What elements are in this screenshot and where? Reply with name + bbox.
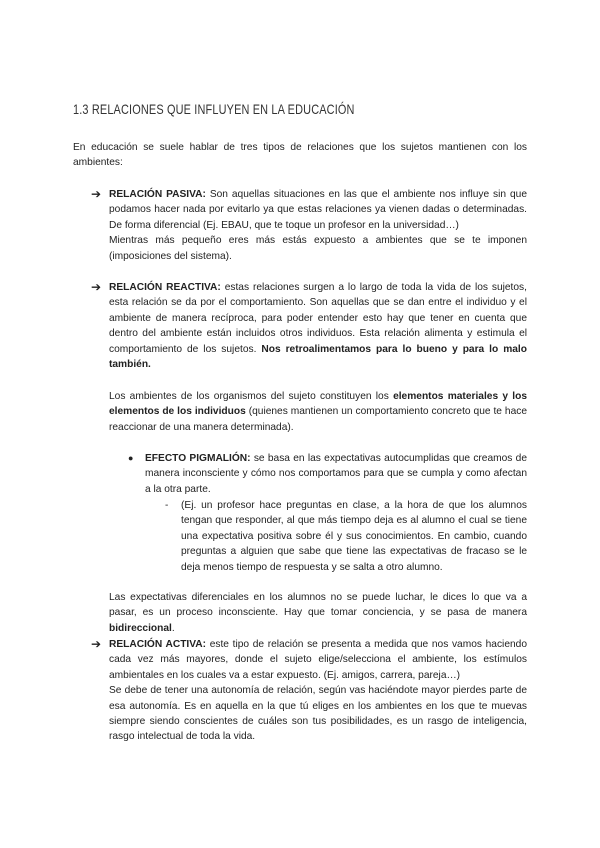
reactiva-item bbox=[109, 280, 527, 372]
pigmalion-example-text: (Ej. un profesor hace preguntas en clase, a la hora de que los alumnos tengan que responder, al que más tiempo deja es al alumno el cual se tiene una expectativa positiva sobre él y sus conocimientos. En cambio, cuando preguntas a alguien que sabe que tiene las expectativas de fracaso se le deja menos tiempo de respuesta y se salta a otro alumno. bbox=[181, 500, 527, 573]
arrow-bullet-icon: ➔ bbox=[91, 187, 102, 201]
activa-text: este tipo de relación se presenta a medida que nos vamos haciendo cada vez más mayores, donde el sujeto elige/selecciona el ambiente, los estímulos ambientales en los cuales va a estar expuesto. (Ej. amigos, carrera, pareja…) bbox=[109, 639, 527, 681]
expectativas-text: Las expectativas diferenciales en los alumnos no se puede luchar, le dices lo que va a pasar, es un proceso inconsciente. Hay que tomar conciencia, y se pasa de manera bbox=[109, 592, 527, 619]
expectativas-paragraph bbox=[109, 590, 527, 636]
round-bullet-icon: ● bbox=[128, 453, 134, 463]
dash-bullet-icon: - bbox=[165, 500, 169, 511]
pigmalion-text: se basa en las expectativas autocumplidas que creamos de manera inconsciente y cómo nos comportamos para que se cumpla y como afectan a la otra parte. bbox=[145, 453, 527, 495]
arrow-bullet-icon: ➔ bbox=[91, 280, 102, 294]
pasiva-text-2: Mientras más pequeño eres más estás expuesto a ambientes que se te imponen (imposiciones del sistema). bbox=[109, 235, 527, 262]
reactiva-title: RELACIÓN REACTIVA: bbox=[109, 282, 221, 293]
pigmalion-example bbox=[181, 498, 527, 575]
arrow-bullet-icon: ➔ bbox=[91, 637, 102, 651]
pasiva-title: RELACIÓN PASIVA: bbox=[109, 189, 206, 200]
activa-title: RELACIÓN ACTIVA: bbox=[109, 639, 207, 650]
expectativas-end: . bbox=[171, 622, 175, 634]
reactiva-bold: Nos retroalimentamos para lo bueno y para lo malo también. bbox=[109, 343, 527, 371]
pigmalion-title: EFECTO PIGMALIÓN: bbox=[145, 453, 251, 464]
activa-text-2: Se debe de tener una autonomía de relación, según vas haciéndote mayor pierdes parte de esa autonomía. Es en aquella en la que tú eliges en los ambientes en los que te muevas siempre siendo conscientes de cuáles son tus posibilidades, es un rasgo de inteligencia, rasgo intelectual de toda la vida. bbox=[109, 685, 527, 743]
expectativas-bold: bidireccional bbox=[109, 622, 172, 634]
reactiva-text: estas relaciones surgen a lo largo de toda la vida de los sujetos, esta relación se da por el comportamiento. Son aquellas que se dan entre el individuo y el ambiente de manera recíproca, para poder entender esto hay que tener en cuenta que dentro del ambiente están incluidos otros individuos. Esta relación alimenta y estimula el comportamiento de los sujetos. bbox=[109, 282, 527, 355]
activa-item bbox=[109, 637, 527, 745]
organismos-text-a: Los ambientes de los organismos del sujeto constituyen los bbox=[109, 391, 389, 402]
pigmalion-item bbox=[145, 451, 527, 497]
organismos-text-b: (quienes mantienen un comportamiento concreto que te hace reaccionar de una manera determinada). bbox=[109, 406, 527, 433]
organismos-bold: elementos materiales y los elementos de los individuos bbox=[109, 391, 527, 418]
section-heading: 1.3 RELACIONES QUE INFLUYEN EN LA EDUCACIÓN bbox=[73, 101, 355, 117]
pasiva-item bbox=[109, 187, 527, 264]
intro-paragraph bbox=[73, 140, 527, 171]
organismos-paragraph bbox=[109, 389, 527, 435]
pasiva-text: Son aquellas situaciones en las que el ambiente nos influye sin que podamos hacer nada por evitarlo ya que estas relaciones ya vienen dadas o determinadas. De forma diferencial (Ej. EBAU, que te toque un profesor en la universidad…) bbox=[109, 189, 527, 231]
intro-text: En educación se suele hablar de tres tipos de relaciones que los sujetos mantienen con los ambientes: bbox=[73, 142, 527, 169]
